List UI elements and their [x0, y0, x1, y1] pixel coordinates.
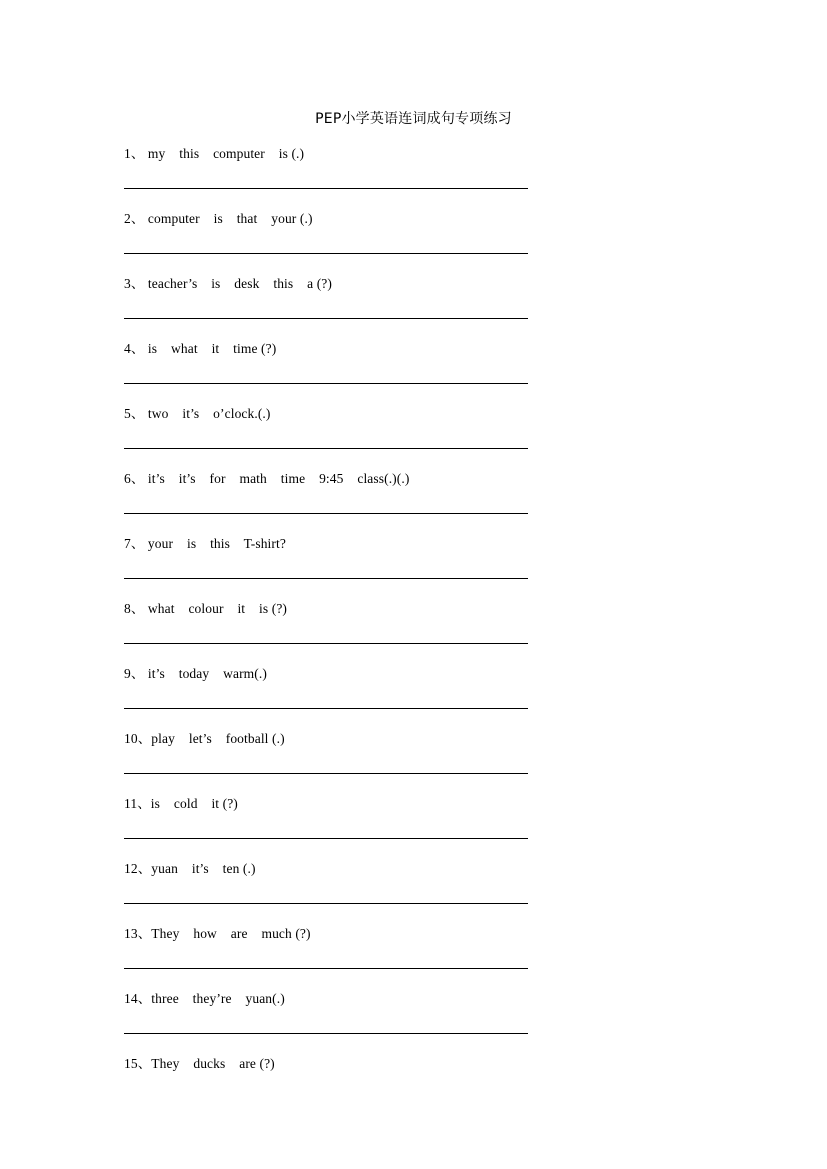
answer-line — [124, 318, 528, 319]
question-item — [124, 977, 528, 1042]
question-item — [124, 132, 528, 197]
answer-line — [124, 513, 528, 514]
question-text: 2、 computer is that your (.) — [124, 211, 313, 226]
answer-line — [124, 1033, 528, 1034]
question-item — [124, 717, 528, 782]
question-text: 9、 it’s today warm(.) — [124, 666, 267, 681]
question-item — [124, 912, 528, 977]
question-text: 10、play let’s football (.) — [124, 731, 285, 746]
answer-line — [124, 708, 528, 709]
question-text: 6、 it’s it’s for math time 9:45 class(.)(.) — [124, 471, 410, 486]
question-text: 1、 my this computer is (.) — [124, 146, 305, 161]
page-title — [0, 108, 827, 128]
question-item — [124, 197, 528, 262]
question-item — [124, 1042, 528, 1107]
question-text: 13、They how are much (?) — [124, 926, 311, 941]
answer-line — [124, 448, 528, 449]
question-text: 14、three they’re yuan(.) — [124, 991, 285, 1006]
question-text: 5、 two it’s o’clock.(.) — [124, 406, 271, 421]
question-item — [124, 847, 528, 912]
answer-line — [124, 643, 528, 644]
page-title-text: PEP小学英语连词成句专项练习 — [315, 111, 512, 127]
question-item — [124, 782, 528, 847]
question-text: 11、is cold it (?) — [124, 796, 238, 811]
question-item — [124, 522, 528, 587]
question-item — [124, 652, 528, 717]
question-item — [124, 587, 528, 652]
question-text: 3、 teacher’s is desk this a (?) — [124, 276, 332, 291]
answer-line — [124, 903, 528, 904]
answer-line — [124, 383, 528, 384]
question-item — [124, 327, 528, 392]
question-item — [124, 262, 528, 327]
question-text: 8、 what colour it is (?) — [124, 601, 288, 616]
question-text: 12、yuan it’s ten (.) — [124, 861, 256, 876]
answer-line — [124, 188, 528, 189]
question-list — [124, 132, 528, 1107]
answer-line — [124, 773, 528, 774]
answer-line — [124, 578, 528, 579]
answer-line — [124, 838, 528, 839]
question-text: 15、They ducks are (?) — [124, 1056, 275, 1071]
question-item — [124, 392, 528, 457]
question-item — [124, 457, 528, 522]
answer-line — [124, 968, 528, 969]
question-text: 7、 your is this T-shirt? — [124, 536, 286, 551]
answer-line — [124, 253, 528, 254]
question-text: 4、 is what it time (?) — [124, 341, 277, 356]
